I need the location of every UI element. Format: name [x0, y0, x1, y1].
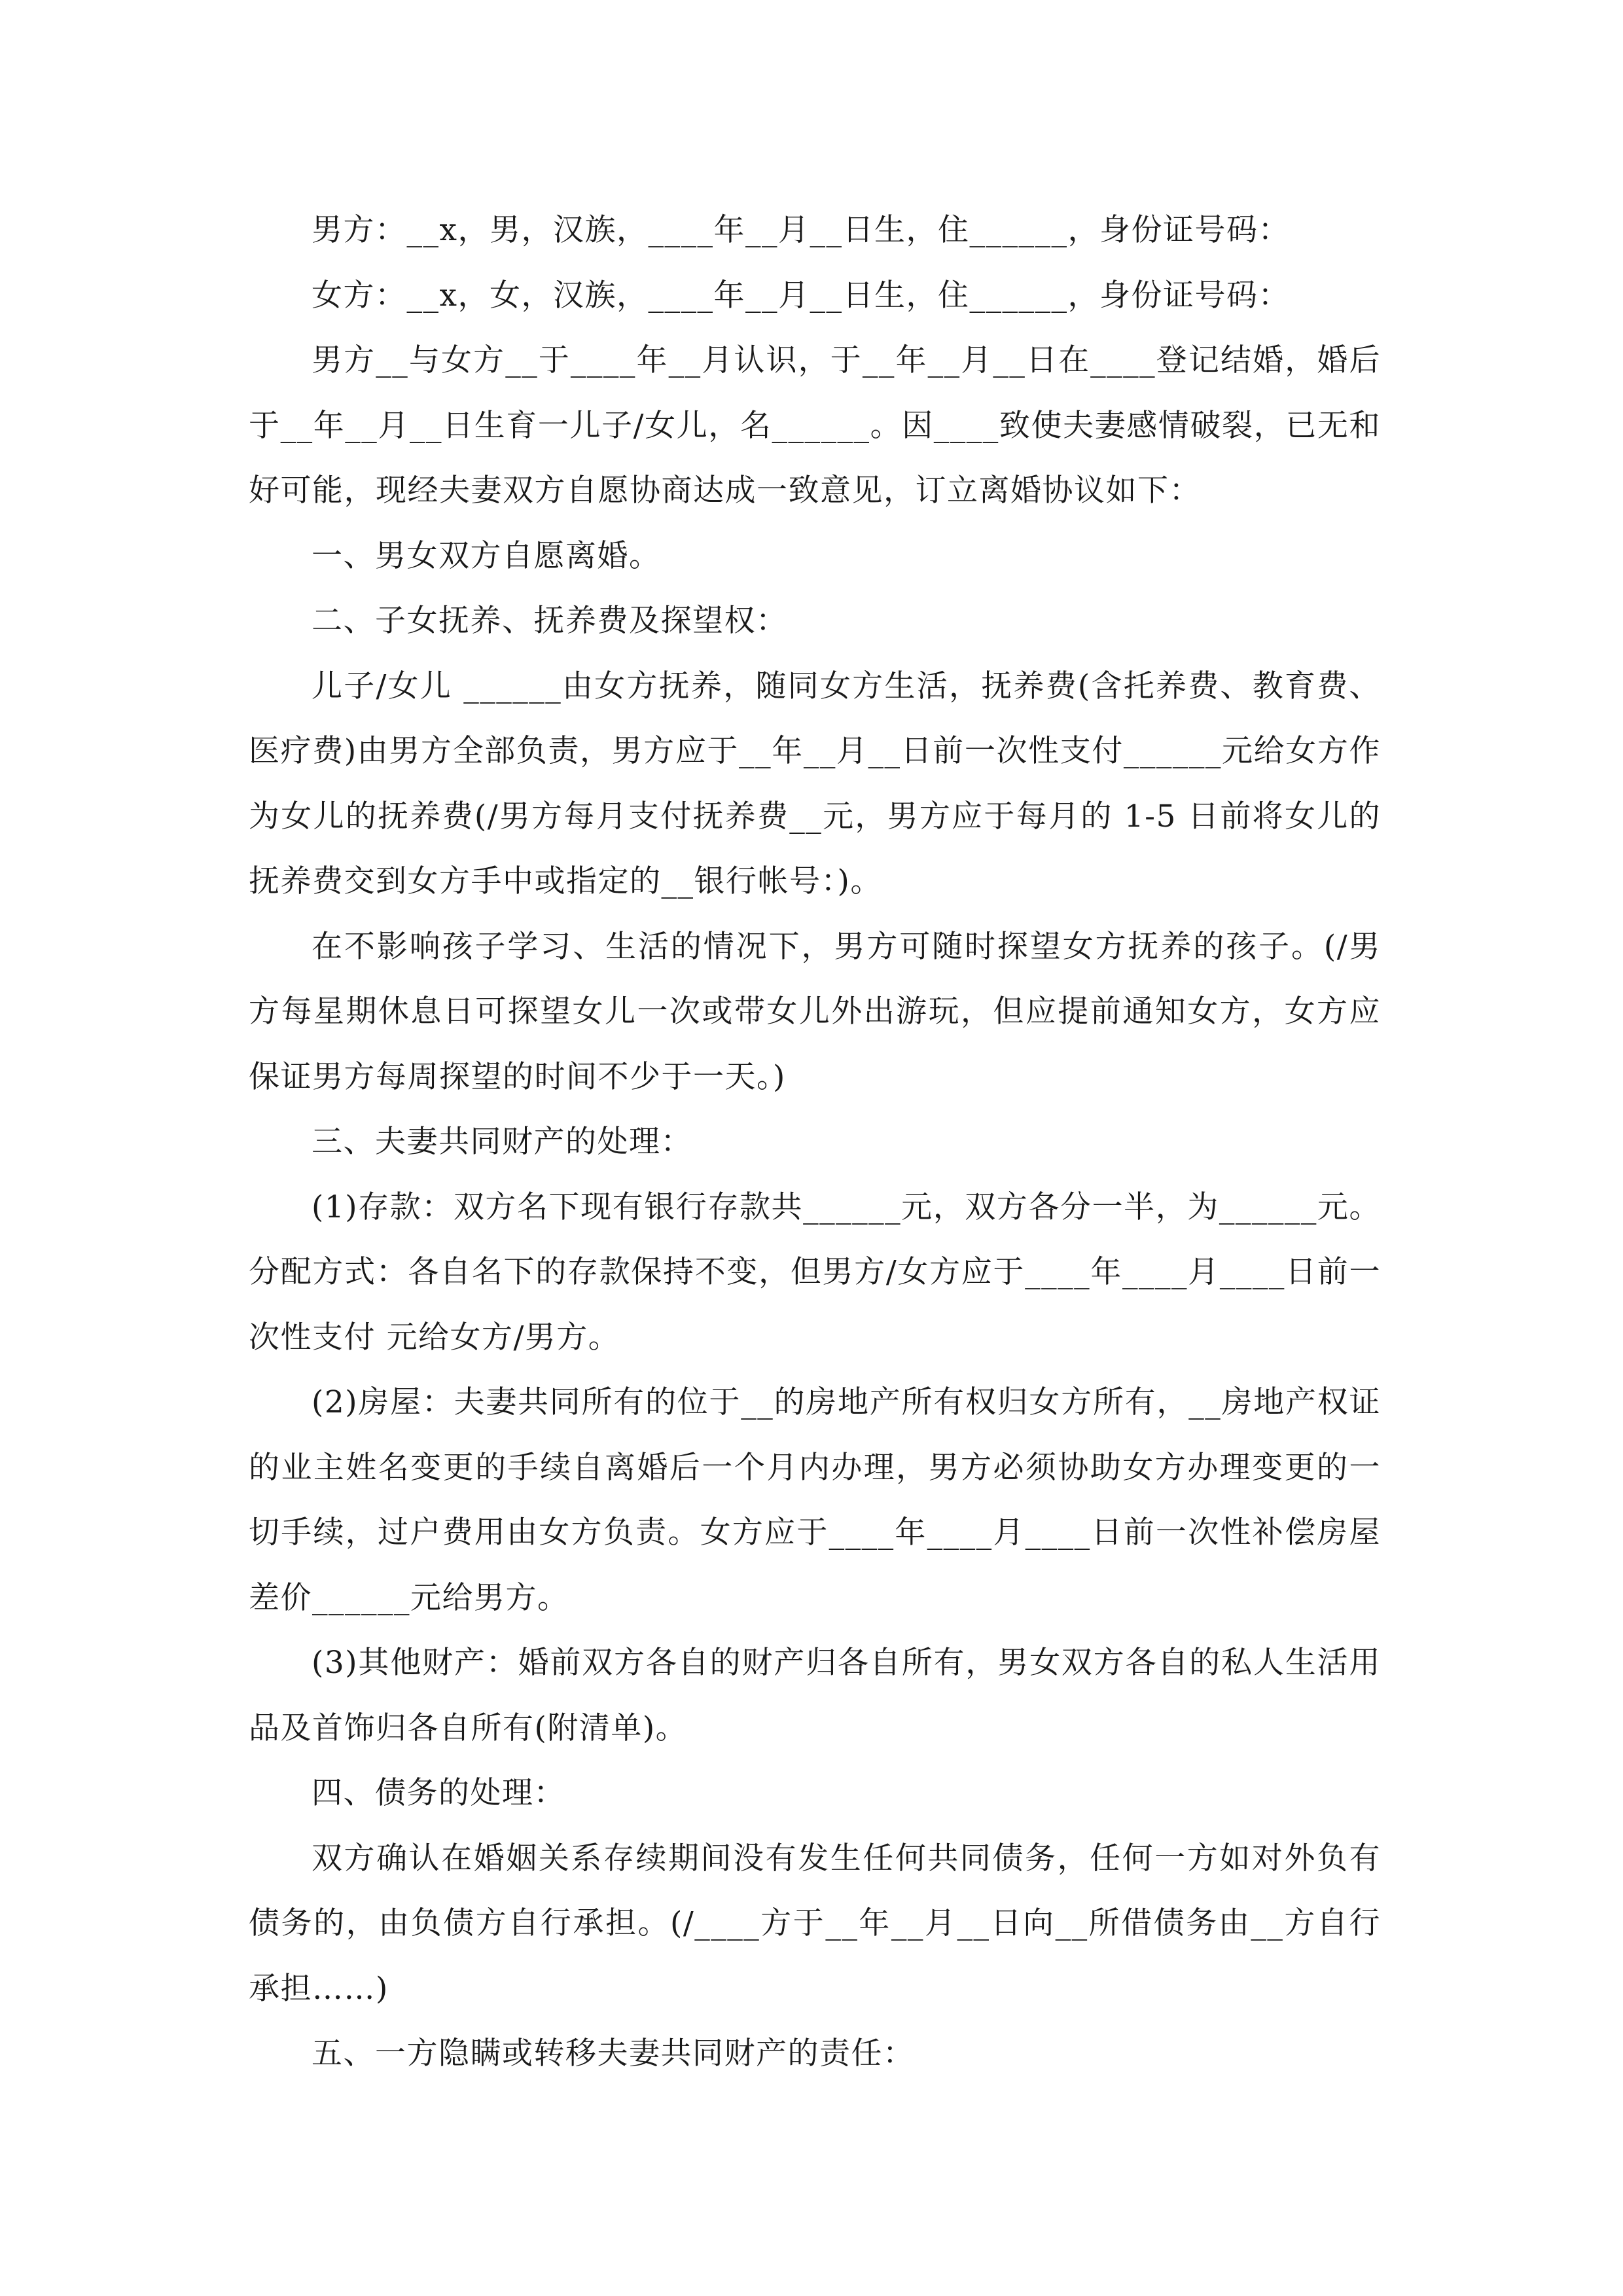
paragraph-deposits: (1)存款：双方名下现有银行存款共______元，双方各分一半，为______元。分配方式：各自名下的存款保持不变，但男方/女方应于____年____月____日前一次性支付 元给女方/男方。 [249, 1189, 1381, 1355]
agreement-text-body [249, 198, 1381, 2087]
paragraph-debts: 双方确认在婚姻关系存续期间没有发生任何共同债务，任何一方如对外负有债务的，由负债方自行承担。(/____方于__年__月__日向__所借债务由__方自行承担……) [249, 1840, 1381, 2007]
paragraph-marriage-background: 男方__与女方__于____年__月认识，于__年__月__日在____登记结婚，婚后于__年__月__日生育一儿子/女儿，名______。因____致使夫妻感情破裂，已无和好可能，现经夫妻双方自愿协商达成一致意见，订立离婚协议如下： [249, 342, 1381, 509]
section-heading-property: 三、夫妻共同财产的处理： [312, 1124, 692, 1160]
section-heading-debts: 四、债务的处理： [312, 1775, 565, 1811]
paragraph-visitation: 在不影响孩子学习、生活的情况下，男方可随时探望女方抚养的孩子。(/男方每星期休息日可探望女儿一次或带女儿外出游玩，但应提前通知女方，女方应保证男方每周探望的时间不少于一天。) [249, 928, 1381, 1095]
paragraph-wife-info: 女方：__x，女，汉族，____年__月__日生，住______，身份证号码： [312, 277, 1291, 314]
section-heading-divorce: 一、男女双方自愿离婚。 [312, 537, 661, 574]
paragraph-house: (2)房屋：夫妻共同所有的位于__的房地产所有权归女方所有，__房地产权证的业主姓名变更的手续自离婚后一个月内办理，男方必须协助女方办理变更的一切手续，过户费用由女方负责。女方应于____年____月____日前一次性补偿房屋差价______元给男方。 [249, 1384, 1381, 1616]
paragraph-other-property: (3)其他财产：婚前双方各自的财产归各自所有，男女双方各自的私人生活用品及首饰归各自所有(附清单)。 [249, 1645, 1381, 1746]
section-heading-concealment: 五、一方隐瞒或转移夫妻共同财产的责任： [312, 2036, 915, 2072]
paragraph-husband-info: 男方：__x，男，汉族，____年__月__日生，住______，身份证号码： [312, 212, 1291, 248]
paragraph-child-support: 儿子/女儿 ______由女方抚养，随同女方生活，抚养费(含托养费、教育费、医疗费)由男方全部负责，男方应于__年__月__日前一次性支付______元给女方作为女儿的抚养费(/男方每月支付抚养费__元，男方应于每月的 1-5 日前将女儿的抚养费交到女方手中或指定的__银行帐号：)。 [249, 668, 1381, 899]
section-heading-child-custody: 二、子女抚养、抚养费及探望权： [312, 603, 788, 639]
